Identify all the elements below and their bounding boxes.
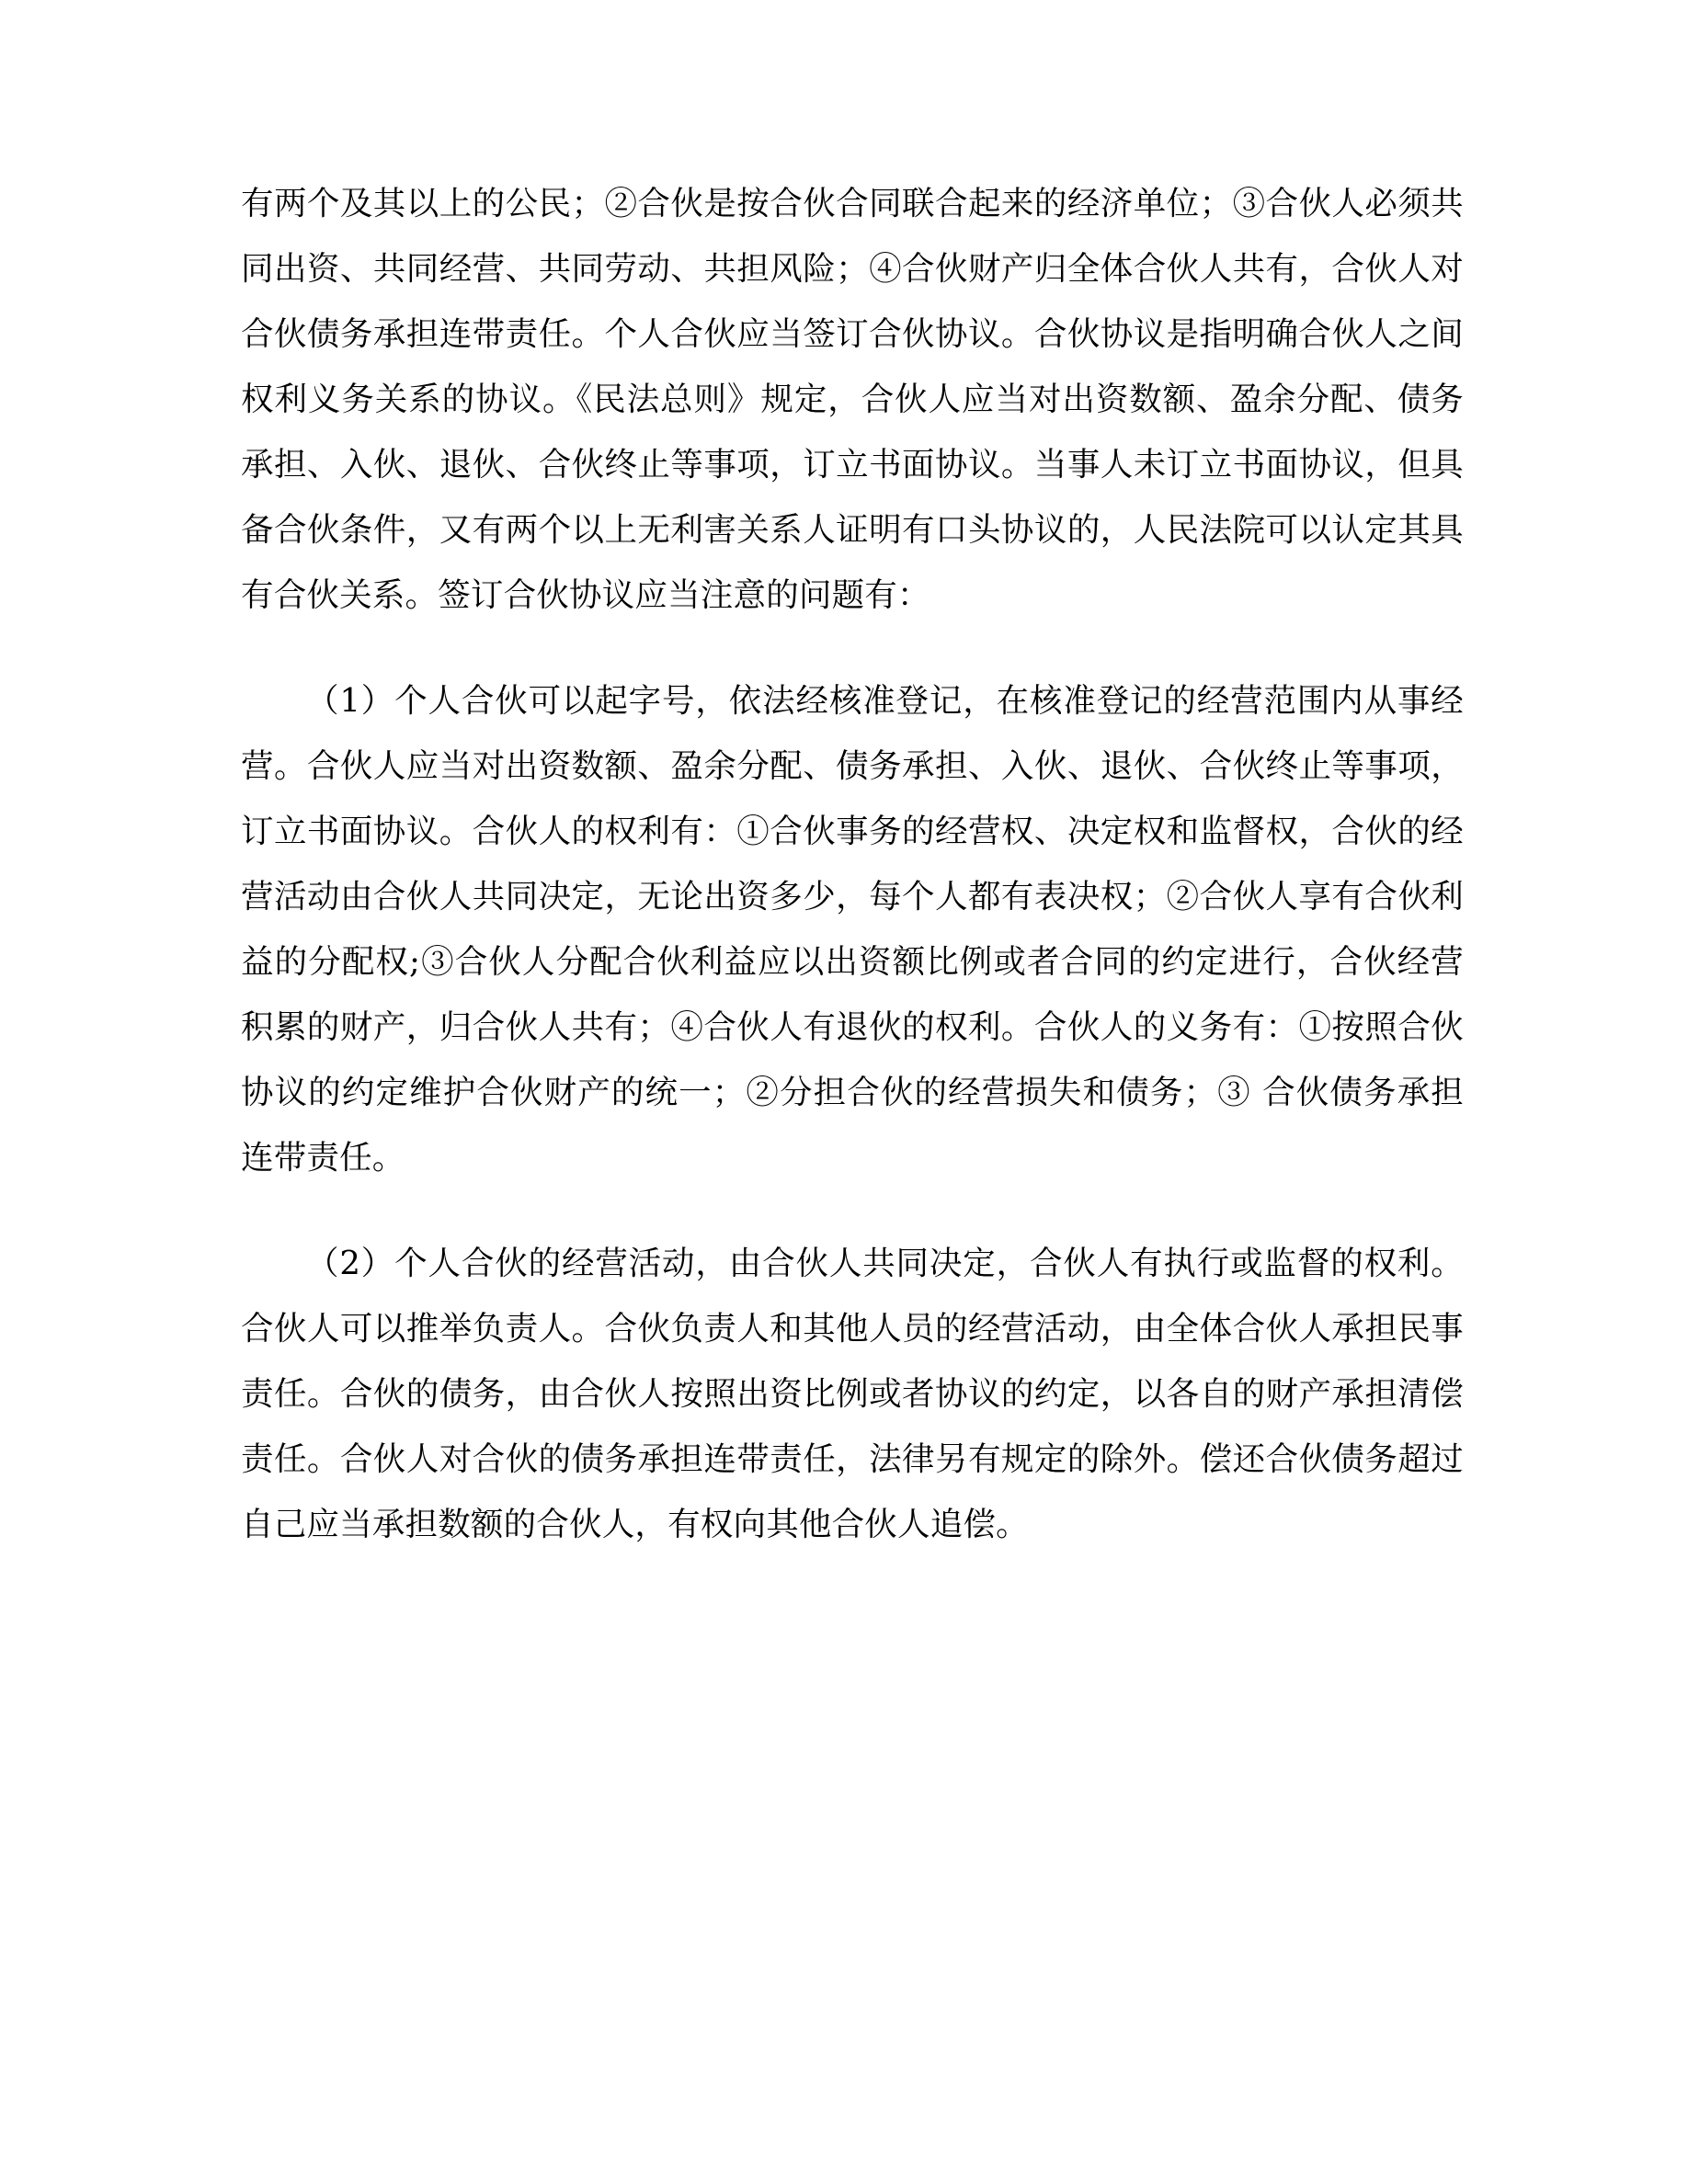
paragraph-item-2: （2）个人合伙的经营活动，由合伙人共同决定，合伙人有执行或监督的权利。合伙人可以推举负责人。合伙负责人和其他人员的经营活动，由全体合伙人承担民事责任。合伙的债务，由合伙人按照出资比例或者协议的约定，以各自的财产承担清偿责任。合伙人对合伙的债务承担连带责任，法律另有规定的除外。偿还合伙债务超过自己应当承担数额的合伙人，有权向其他合伙人追偿。 xyxy=(241,1245,1464,1543)
document-body xyxy=(241,171,1464,1557)
paragraph-item-1: （1）个人合伙可以起字号，依法经核准登记，在核准登记的经营范围内从事经营。合伙人应当对出资数额、盈余分配、债务承担、入伙、退伙、合伙终止等事项，订立书面协议。合伙人的权利有：①合伙事务的经营权、决定权和监督权，合伙的经营活动由合伙人共同决定，无论出资多少，每个人都有表决权；②合伙人享有合伙利益的分配权;③合伙人分配合伙利益应以出资额比例或者合同的约定进行，合伙经营积累的财产，归合伙人共有；④合伙人有退伙的权利。合伙人的义务有：①按照合伙协议的约定维护合伙财产的统一；②分担合伙的经营损失和债务；③ 合伙债务承担连带责任。 xyxy=(241,682,1464,1177)
paragraph-continued: 有两个及其以上的公民；②合伙是按合伙合同联合起来的经济单位；③合伙人必须共同出资、共同经营、共同劳动、共担风险；④合伙财产归全体合伙人共有，合伙人对合伙债务承担连带责任。个人合伙应当签订合伙协议。合伙协议是指明确合伙人之间权利义务关系的协议。《民法总则》规定，合伙人应当对出资数额、盈余分配、债务承担、入伙、退伙、合伙终止等事项，订立书面协议。当事人未订立书面协议，但具备合伙条件，又有两个以上无利害关系人证明有口头协议的，人民法院可以认定其具有合伙关系。签订合伙协议应当注意的问题有： xyxy=(241,185,1464,614)
